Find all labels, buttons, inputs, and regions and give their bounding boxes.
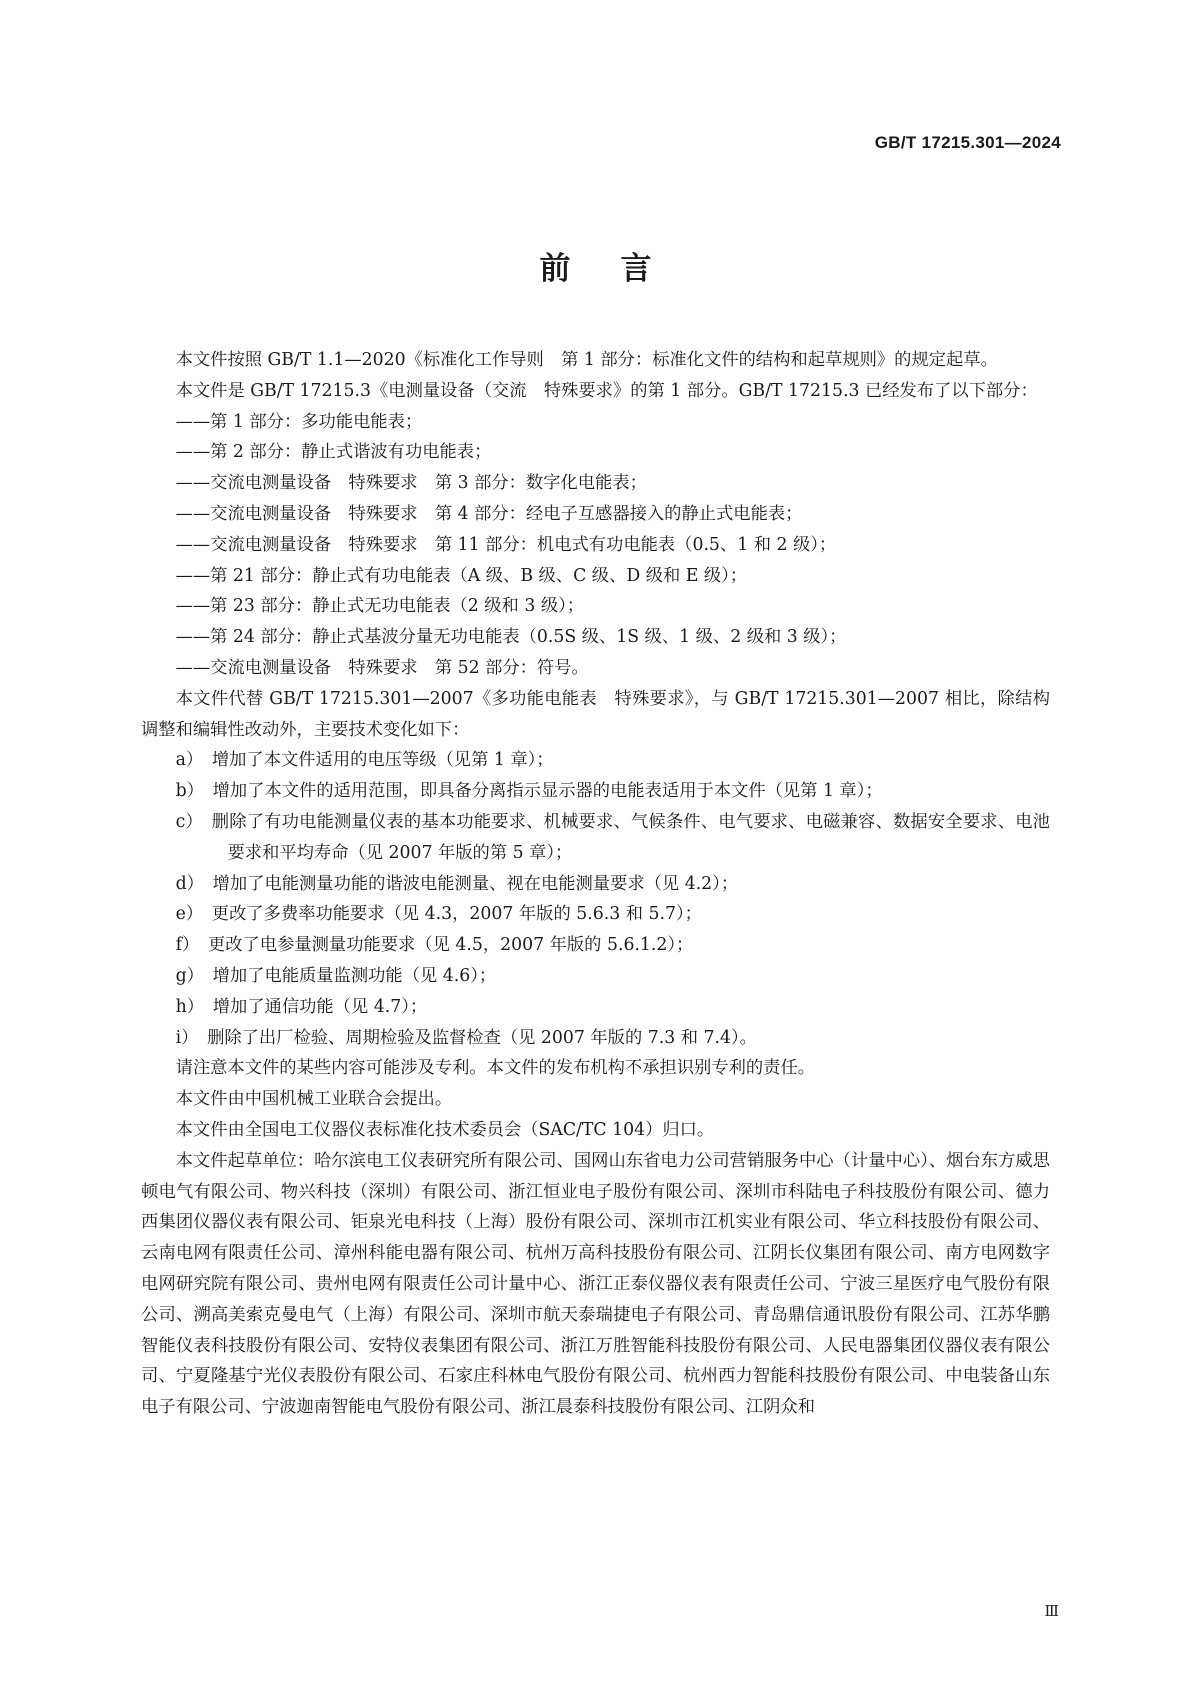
change-item (141, 745, 1050, 776)
parts-list-item: ——交流电测量设备 特殊要求 第 11 部分：机电式有功电能表（0.5、1 和 2 级）； (175, 534, 837, 555)
change-text: 增加了通信功能（见 4.7）； (212, 996, 428, 1017)
change-label: a） (175, 750, 195, 771)
change-text: 更改了电参量测量功能要求（见 4.5，2007 年版的 5.6.1.2）； (207, 935, 694, 956)
intro-paragraph: 本文件是 GB/T 17215.3《电测量设备（交流 特殊要求》的第 1 部分。GB/T 17215.3 已经发布了以下部分： (175, 380, 1038, 401)
committee-paragraph: 本文件由全国电工仪器仪表标准化技术委员会（SAC/TC 104）归口。 (175, 1119, 715, 1140)
document-body (141, 345, 1050, 1423)
change-label: c） (175, 811, 195, 832)
change-item (141, 776, 1050, 807)
change-item (141, 992, 1050, 1023)
change-label: d） (175, 873, 196, 894)
change-label: b） (175, 781, 196, 802)
parts-list-item: ——交流电测量设备 特殊要求 第 4 部分：经电子互感器接入的静止式电能表； (175, 503, 803, 524)
change-text: 删除了出厂检验、周期检验及监督检查（见 2007 年版的 7.3 和 7.4）。 (207, 1027, 757, 1048)
parts-list-item: ——第 21 部分：静止式有功电能表（A 级、B 级、C 级、D 级和 E 级）； (175, 565, 748, 586)
change-label: g） (175, 965, 196, 986)
change-text: 增加了本文件适用的电压等级（见第 1 章）； (211, 750, 554, 771)
page-title: 前言 (539, 251, 702, 287)
change-text: 增加了电能质量监测功能（见 4.6）； (212, 965, 497, 986)
change-label: h） (175, 996, 196, 1017)
parts-list-item: ——第 24 部分：静止式基波分量无功电能表（0.5S 级、1S 级、1 级、2 级和 3 级）； (175, 627, 847, 648)
parts-list-item: ——第 2 部分：静止式谐波有功电能表； (175, 442, 492, 463)
replace-paragraph: 本文件代替 GB/T 17215.301—2007《多功能电能表 特殊要求》，与 GB/T 17215.301—2007 相比，除结构调整和编辑性改动外，主要技术变化如下： (141, 688, 1050, 740)
parts-list-item: ——交流电测量设备 特殊要求 第 52 部分：符号。 (175, 657, 589, 678)
change-text: 更改了多费率功能要求（见 4.3，2007 年版的 5.6.3 和 5.7）； (211, 904, 702, 925)
change-text: 增加了电能测量功能的谐波电能测量、视在电能测量要求（见 4.2）； (212, 873, 739, 894)
proposer-paragraph: 本文件由中国机械工业联合会提出。 (175, 1089, 453, 1110)
change-item (141, 807, 1050, 869)
standard-number-header: GB/T 17215.301—2024 (874, 133, 1061, 152)
drafting-units-paragraph: 本文件起草单位：哈尔滨电工仪表研究所有限公司、国网山东省电力公司营销服务中心（计量中心）、烟台东方威思顿电气有限公司、物兴科技（深圳）有限公司、浙江恒业电子股份有限公司、深圳市科陆电子科技股份有限公司、德力西集团仪器仪表有限公司、钜泉光电科技（上海）股份有限公司、深圳市江机实业有限公司、华立科技股份有限公司、云南电网有限责任公司、漳州科能电器有限公司、杭州万高科技股份有限公司、江阴长仪集团有限公司、南方电网数字电网研究院有限公司、贵州电网有限责任公司计量中心、浙江正泰仪器仪表有限责任公司、宁波三星医疗电气股份有限公司、溯高美索克曼电气（上海）有限公司、深圳市航天泰瑞捷电子有限公司、青岛鼎信通讯股份有限公司、江苏华鹏智能仪表科技股份有限公司、安特仪表集团有限公司、浙江万胜智能科技股份有限公司、人民电器集团仪器仪表有限公司、宁夏隆基宁光仪表股份有限公司、石家庄科林电气股份有限公司、杭州西力智能科技股份有限公司、中电装备山东电子有限公司、宁波迦南智能电气股份有限公司、浙江晨泰科技股份有限公司、江阴众和 (141, 1150, 1050, 1418)
change-item (141, 899, 1050, 930)
change-text: 增加了本文件的适用范围，即具备分离指示显示器的电能表适用于本文件（见第 1 章）； (212, 781, 883, 802)
change-item (141, 1023, 1050, 1054)
parts-list (141, 407, 1050, 684)
changes-list (141, 745, 1050, 1053)
page-number: Ⅲ (1044, 1602, 1059, 1620)
parts-list-item: ——第 23 部分：静止式无功电能表（2 级和 3 级）； (175, 596, 585, 617)
intro-paragraph: 本文件按照 GB/T 1.1—2020《标准化工作导则 第 1 部分：标准化文件的结构和起草规则》的规定起草。 (175, 350, 998, 370)
change-item (141, 930, 1050, 961)
change-label: e） (175, 904, 195, 925)
parts-list-item: ——第 1 部分：多功能电能表； (175, 411, 423, 432)
parts-list-item: ——交流电测量设备 特殊要求 第 3 部分：数字化电能表； (175, 473, 647, 494)
change-label: f） (175, 935, 191, 956)
patent-notice-paragraph: 请注意本文件的某些内容可能涉及专利。本文件的发布机构不承担识别专利的责任。 (175, 1058, 816, 1079)
change-item (141, 869, 1050, 900)
change-text: 删除了有功电能测量仪表的基本功能要求、机械要求、气候条件、电气要求、电磁兼容、数据安全要求、电池要求和平均寿命（见 2007 年版的第 5 章）； (211, 811, 1050, 863)
change-label: i） (175, 1027, 190, 1048)
change-item (141, 961, 1050, 992)
